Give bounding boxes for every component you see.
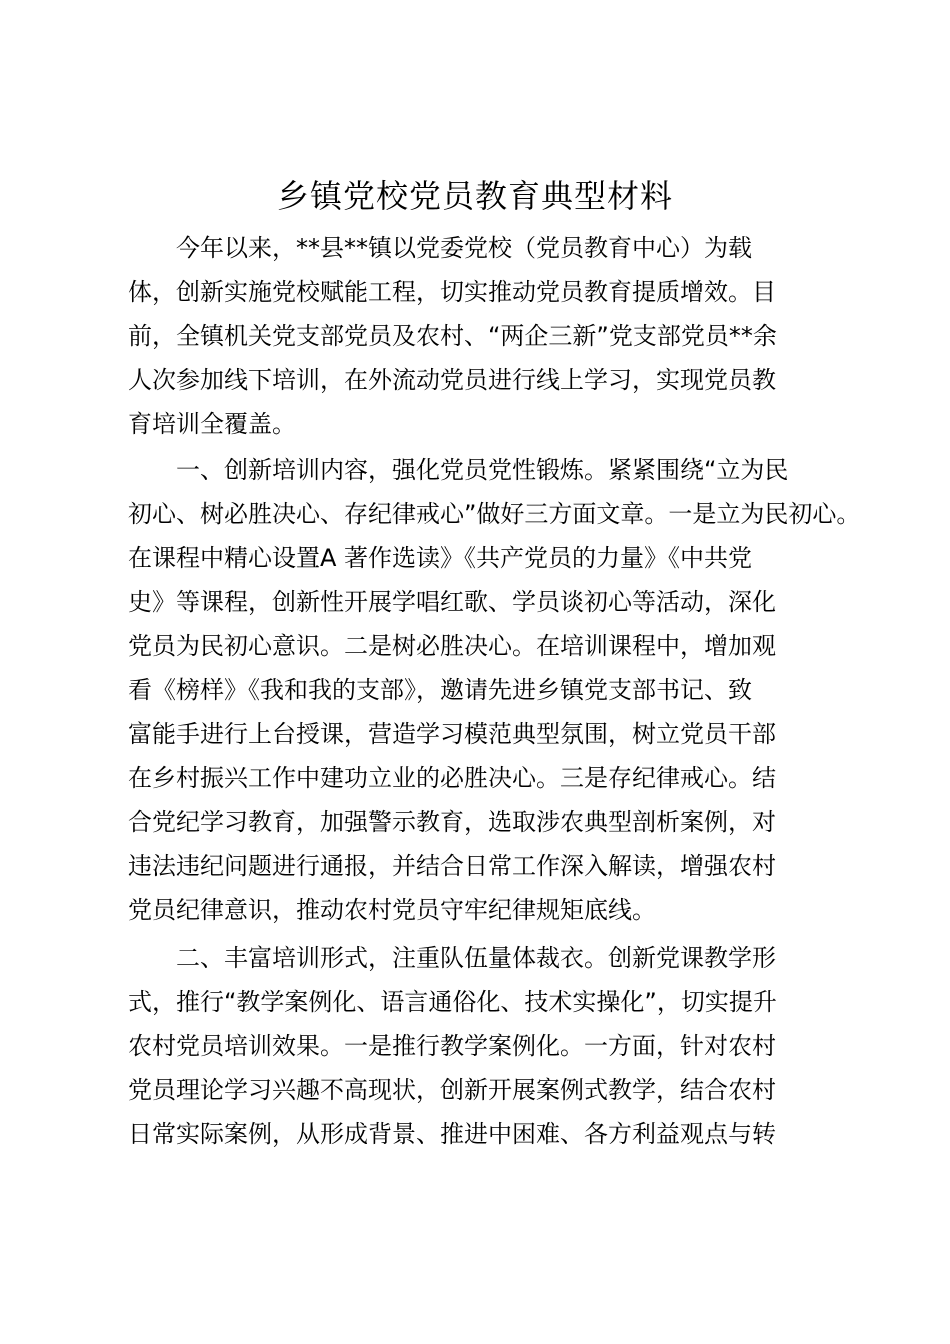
paragraph-line: 违法违纪问题进行通报，并结合日常工作深入解读，增强农村: [128, 852, 776, 880]
paragraph-line: 在课程中精心设置A 著作选读》《共产党员的力量》《中共党: [128, 544, 753, 572]
paragraph-line: 人次参加线下培训，在外流动党员进行线上学习，实现党员教: [128, 366, 776, 394]
paragraph-line: 看《榜样》《我和我的支部》，邀请先进乡镇党支部书记、致: [128, 676, 752, 704]
paragraph-line: 初心、树必胜决心、存纪律戒心”做好三方面文章。一是立为民初心。: [128, 500, 861, 528]
paragraph-line: 合党纪学习教育，加强警示教育，选取涉农典型剖析案例，对: [128, 808, 776, 836]
paragraph-line: 式，推行“教学案例化、语言通俗化、技术实操化”，切实提升: [128, 988, 777, 1016]
paragraph-line: 富能手进行上台授课，营造学习模范典型氛围，树立党员干部: [128, 720, 776, 748]
document-title: 乡镇党校党员教育典型材料: [276, 177, 673, 215]
paragraph-line: 史》等课程，创新性开展学唱红歌、学员谈初心等活动，深化: [128, 588, 776, 616]
paragraph-line: 体，创新实施党校赋能工程，切实推动党员教育提质增效。目: [128, 278, 776, 306]
paragraph-line: 在乡村振兴工作中建功立业的必胜决心。三是存纪律戒心。结: [128, 764, 776, 792]
paragraph-line: 今年以来，**县**镇以党委党校（党员教育中心）为载: [128, 234, 752, 262]
paragraph-line: 农村党员培训效果。一是推行教学案例化。一方面，针对农村: [128, 1032, 776, 1060]
paragraph-line: 党员理论学习兴趣不高现状，创新开展案例式教学，结合农村: [128, 1076, 776, 1104]
paragraph-line: 育培训全覆盖。: [128, 410, 296, 438]
paragraph-line: 日常实际案例，从形成背景、推进中困难、各方利益观点与转: [128, 1120, 776, 1148]
paragraph-line: 一、创新培训内容，强化党员党性锻炼。紧紧围绕“立为民: [128, 456, 789, 484]
paragraph-line: 党员为民初心意识。二是树必胜决心。在培训课程中，增加观: [128, 632, 776, 660]
paragraph-line: 党员纪律意识，推动农村党员守牢纪律规矩底线。: [128, 896, 656, 924]
paragraph-line: 前，全镇机关党支部党员及农村、“两企三新”党支部党员**余: [128, 322, 777, 350]
paragraph-line: 二、丰富培训形式，注重队伍量体裁衣。创新党课教学形: [128, 944, 776, 972]
